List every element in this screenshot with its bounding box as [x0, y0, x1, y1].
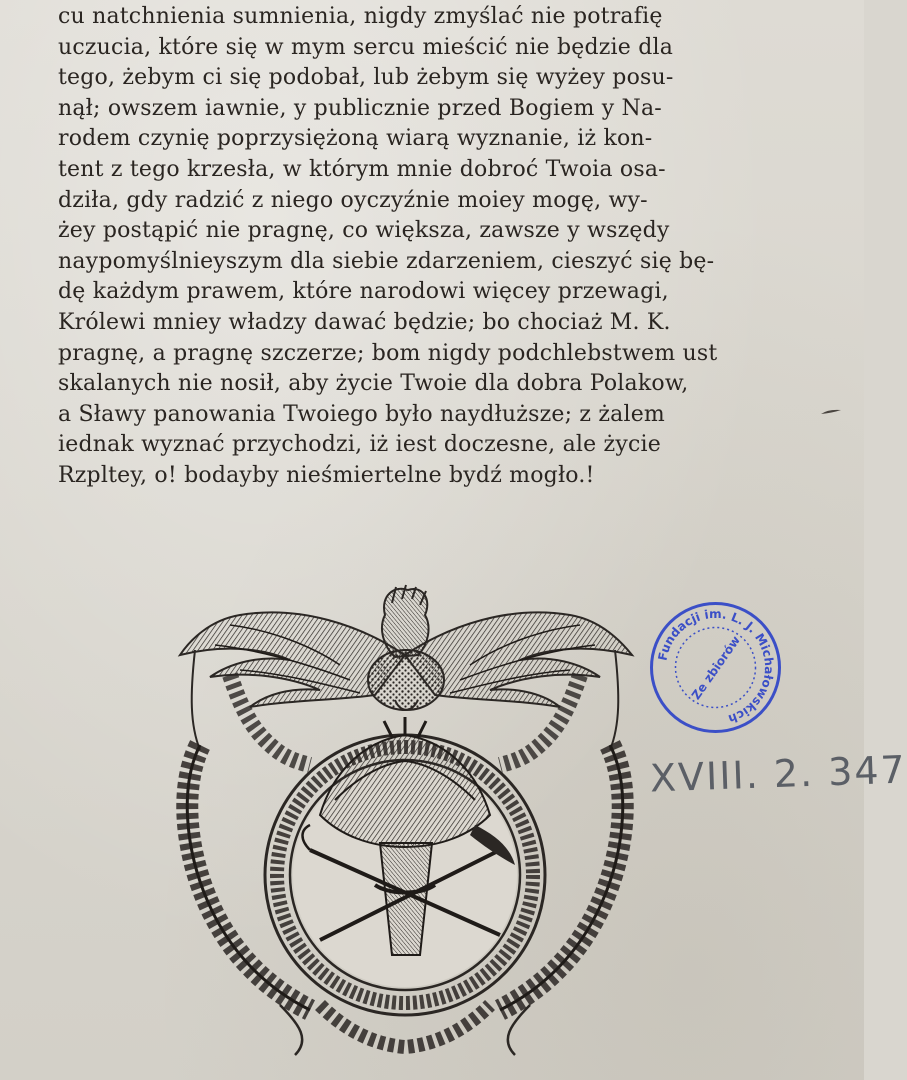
text-line: tego, żebym ci się podobał, lub żebym się wyżey posu- [58, 65, 674, 90]
text-line: pragnę, a pragnę szczerze; bom nigdy podchlebstwem ust [58, 341, 718, 366]
shelfmark: XVIII. 2. 347 [649, 747, 907, 801]
stamp-inner-text: Ze zbiorów [688, 633, 743, 703]
text-line: dę każdym prawem, które narodowi więcey przewagi, [58, 279, 669, 304]
left-garland-icon [187, 675, 310, 1010]
text-line: nął; owszem iawnie, y publicznie przed Bogiem y Na- [58, 96, 662, 121]
text-line: tent z tego krzesła, w którym mnie dobroć Twoia osa- [58, 157, 666, 182]
stamp-outer-text: Fundacji im. L. J. Michałowskich [655, 606, 777, 727]
text-line: uczucia, które się w mym sercu mieścić nie będzie dla [58, 35, 674, 60]
library-stamp [648, 600, 783, 735]
right-garland-icon [500, 675, 623, 1010]
text-line: Rzpltey, o! bodayby nieśmiertelne bydź mogło.! [58, 463, 595, 488]
text-line: cu natchnienia sumnienia, nigdy zmyślać nie potrafię [58, 4, 663, 29]
text-line: naypomyślnieyszym dla siebie zdarzeniem, cieszyć się bę- [58, 249, 715, 274]
text-line: żey postąpić nie pragnę, co większa, zawsze y wszędy [58, 218, 670, 243]
text-line: skalanych nie nosił, aby życie Twoie dla dobra Polakow, [58, 371, 689, 396]
text-line: Królewi mniey władzy dawać będzie; bo chociaż M. K. [58, 310, 671, 335]
text-line: a Sławy panowania Twoiego było naydłuższe; z żalem [58, 402, 665, 427]
text-line: rodem czynię poprzysiężoną wiarą wyznanie, iż kon- [58, 126, 653, 151]
ink-blot [820, 408, 842, 416]
eagle-icon [180, 585, 632, 710]
text-line: iednak wyznać przychodzi, iż iest doczesne, ale życie [58, 432, 661, 457]
text-line: dziła, gdy radzić z niego oyczyźnie moiey mogę, wy- [58, 188, 648, 213]
engraved-vignette [170, 585, 640, 1065]
